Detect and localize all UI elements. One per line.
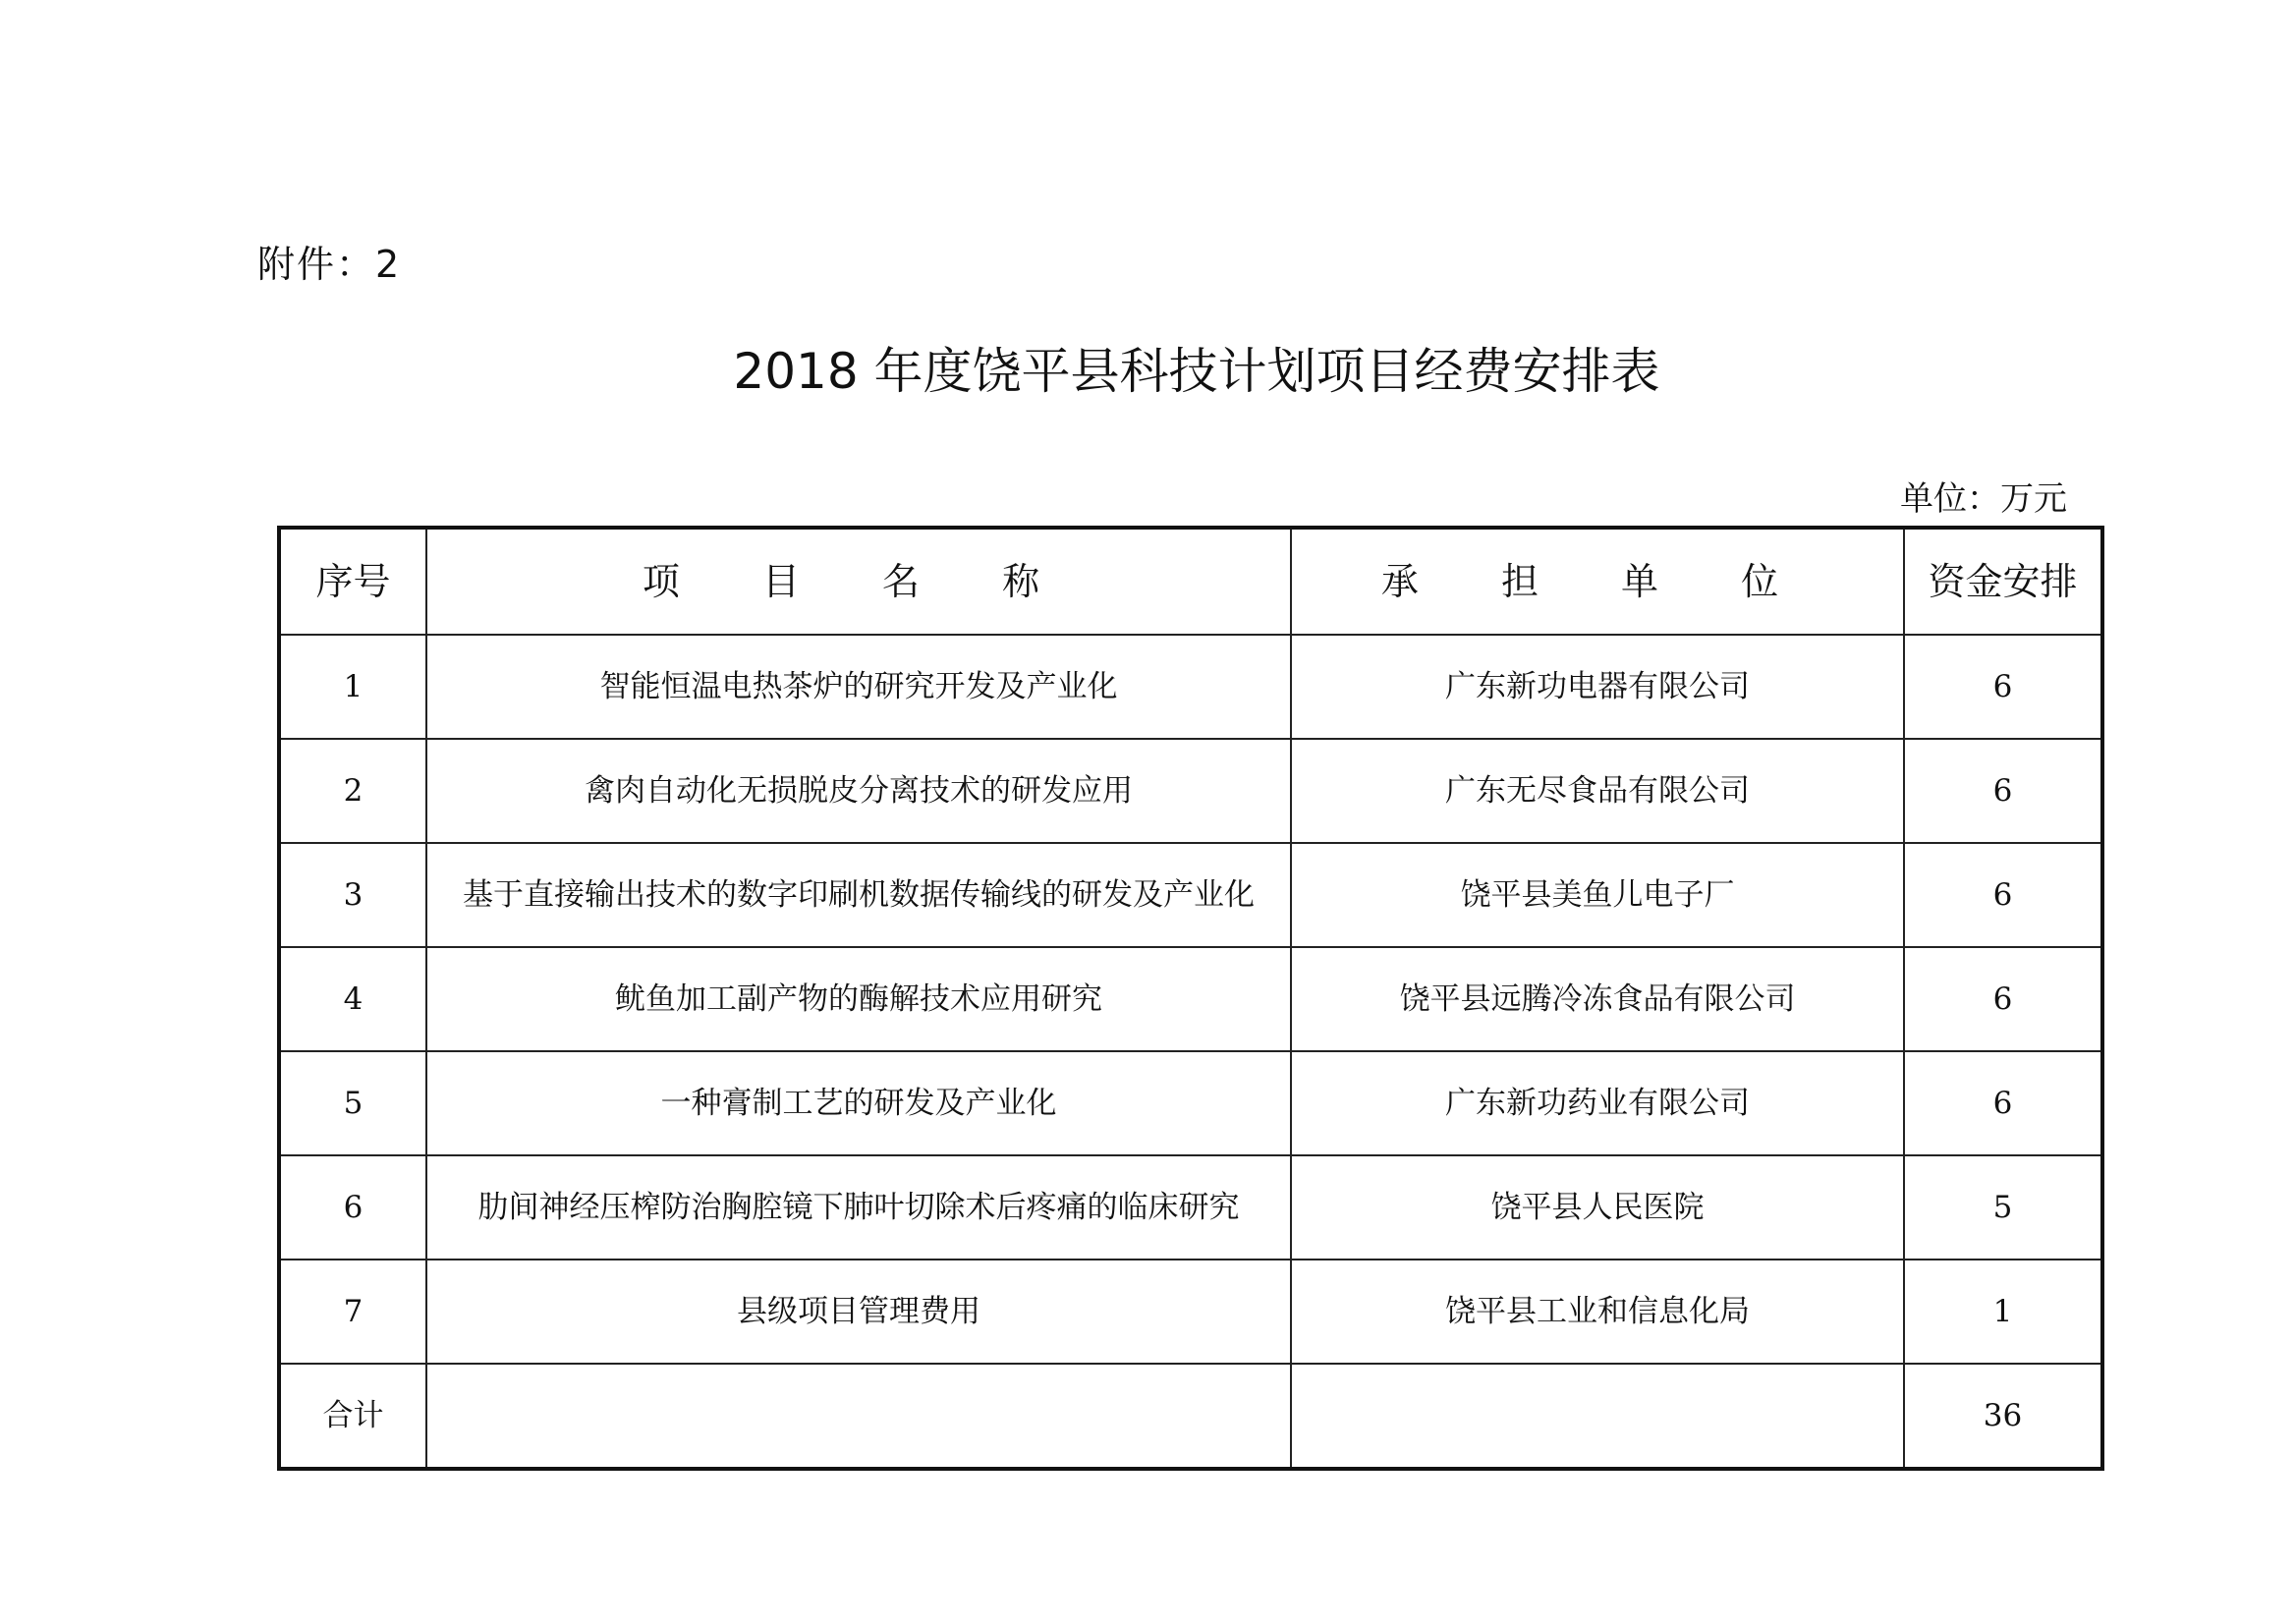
row-funding: 5 (1904, 1155, 2102, 1260)
row-index: 3 (279, 843, 426, 947)
row-funding: 6 (1904, 947, 2102, 1051)
row-funding: 6 (1904, 635, 2102, 739)
row-funding: 6 (1904, 843, 2102, 947)
row-project-name: 肋间神经压榨防治胸腔镜下肺叶切除术后疼痛的临床研究 (426, 1155, 1291, 1260)
row-funding: 6 (1904, 1051, 2102, 1155)
row-index: 2 (279, 739, 426, 843)
header-project-name: 项 目 名 称 (426, 528, 1291, 635)
document-title: 2018 年度饶平县科技计划项目经费安排表 (733, 343, 1660, 400)
row-undertaking-unit: 饶平县人民医院 (1291, 1155, 1904, 1260)
attachment-label: 附件：2 (257, 243, 402, 286)
table-row (279, 739, 2102, 843)
row-undertaking-unit: 饶平县远腾冷冻食品有限公司 (1291, 947, 1904, 1051)
table-row (279, 1260, 2102, 1364)
total-project-name (426, 1364, 1291, 1469)
header-undertaking-unit: 承 担 单 位 (1291, 528, 1904, 635)
total-label: 合计 (279, 1364, 426, 1469)
row-index: 6 (279, 1155, 426, 1260)
table-row (279, 1155, 2102, 1260)
row-funding: 1 (1904, 1260, 2102, 1364)
header-index: 序号 (279, 528, 426, 635)
row-undertaking-unit: 广东无尽食品有限公司 (1291, 739, 1904, 843)
row-project-name: 禽肉自动化无损脱皮分离技术的研发应用 (426, 739, 1291, 843)
row-index: 7 (279, 1260, 426, 1364)
table-row (279, 947, 2102, 1051)
row-project-name: 县级项目管理费用 (426, 1260, 1291, 1364)
unit-label: 单位：万元 (1900, 479, 2067, 519)
table-header-row (279, 528, 2102, 635)
table-row (279, 843, 2102, 947)
row-funding: 6 (1904, 739, 2102, 843)
header-funding: 资金安排 (1904, 528, 2102, 635)
row-index: 1 (279, 635, 426, 739)
table-row (279, 1051, 2102, 1155)
table-total-row (279, 1364, 2102, 1469)
row-undertaking-unit: 广东新功药业有限公司 (1291, 1051, 1904, 1155)
row-project-name: 基于直接输出技术的数字印刷机数据传输线的研发及产业化 (426, 843, 1291, 947)
funding-table (277, 526, 2104, 1471)
row-index: 5 (279, 1051, 426, 1155)
row-undertaking-unit: 广东新功电器有限公司 (1291, 635, 1904, 739)
table-row (279, 635, 2102, 739)
row-undertaking-unit: 饶平县美鱼儿电子厂 (1291, 843, 1904, 947)
row-project-name: 智能恒温电热茶炉的研究开发及产业化 (426, 635, 1291, 739)
total-funding: 36 (1904, 1364, 2102, 1469)
row-index: 4 (279, 947, 426, 1051)
row-project-name: 鱿鱼加工副产物的酶解技术应用研究 (426, 947, 1291, 1051)
row-undertaking-unit: 饶平县工业和信息化局 (1291, 1260, 1904, 1364)
total-undertaking-unit (1291, 1364, 1904, 1469)
row-project-name: 一种膏制工艺的研发及产业化 (426, 1051, 1291, 1155)
